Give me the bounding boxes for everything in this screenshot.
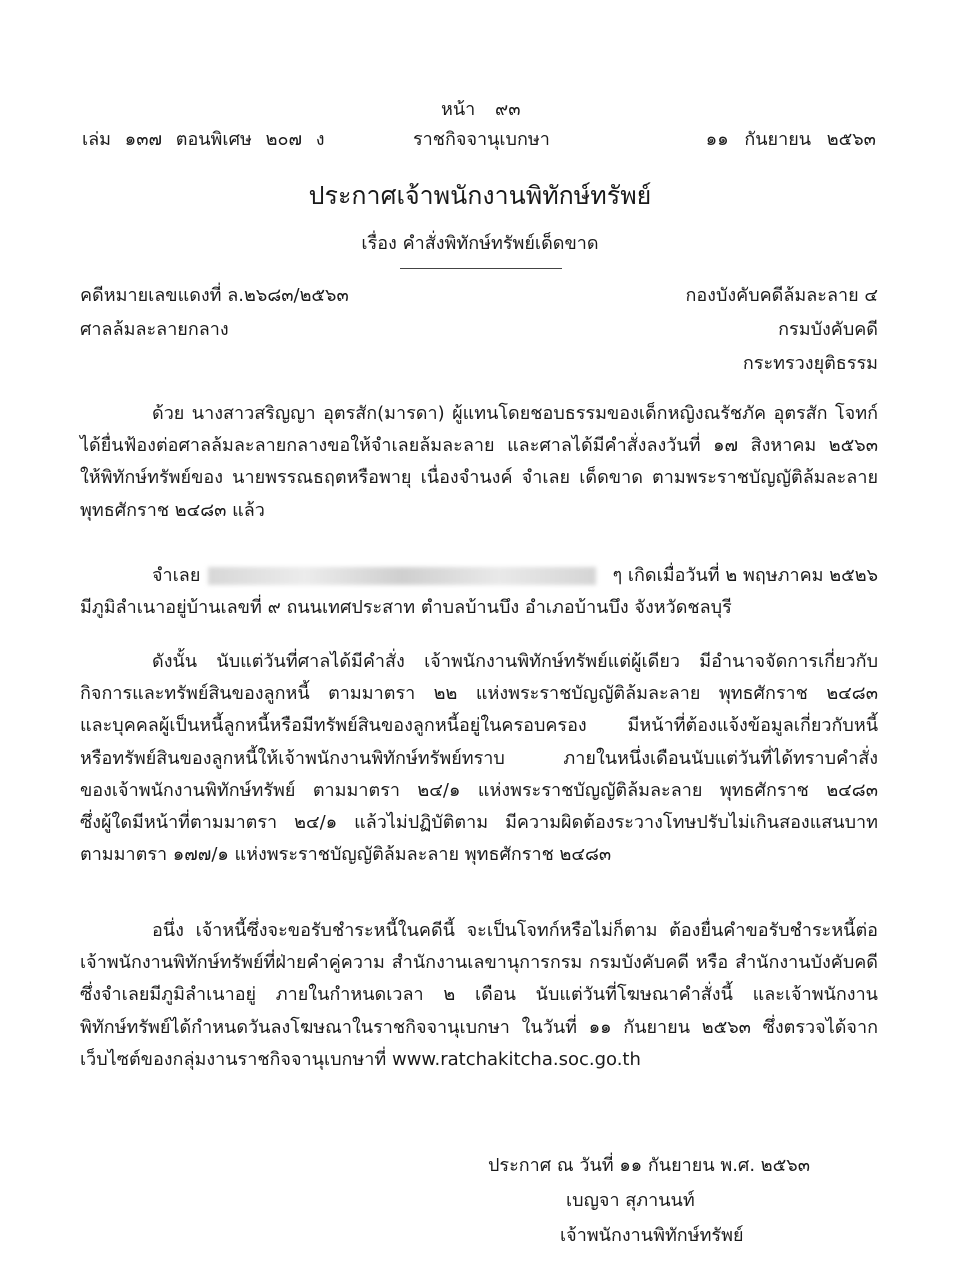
- paragraph-line: กิจการและทรัพย์สินของลูกหนี้ ตามมาตรา ๒๒ แห่งพระราชบัญญัติล้มละลาย พุทธศักราช ๒๔๘๓: [80, 683, 878, 705]
- page-number-value: ๙๓: [495, 99, 521, 120]
- paragraph-line: [80, 560, 878, 592]
- gazette-date: ๑๑ กันยายน ๒๕๖๓: [705, 129, 876, 150]
- title-divider: [400, 268, 562, 269]
- paragraph-line: พิทักษ์ทรัพย์ได้กำหนดวันลงโฆษณาในราชกิจจานุเบกษา ในวันที่ ๑๑ กันยายน ๒๕๖๓ ซึ่งตรวจได้จาก: [80, 1016, 878, 1038]
- defendant-birth: ๆ เกิดเมื่อวันที่ ๒ พฤษภาคม ๒๕๒๖: [612, 565, 878, 586]
- paragraph-defendant: [80, 560, 878, 624]
- document-subject: เรื่อง คำสั่งพิทักษ์ทรัพย์เด็ดขาด: [361, 233, 599, 254]
- document-title: ประกาศเจ้าพนักงานพิทักษ์ทรัพย์: [308, 181, 652, 210]
- paragraph-petition: [80, 398, 878, 527]
- paragraph-order: [80, 646, 878, 871]
- gazette-name: ราชกิจจานุเบกษา: [413, 129, 550, 150]
- paragraph-line: ด้วย นางสาวสริญญา อุตรสัก(มารดา) ผู้แทนโดยชอบธรรมของเด็กหญิงณรัชภัค อุตรสัก โจทก์: [152, 403, 878, 424]
- division-name: กองบังคับคดีล้มละลาย ๔: [685, 285, 878, 306]
- paragraph-line: ตามมาตรา ๑๗๗/๑ แห่งพระราชบัญญัติล้มละลาย พุทธศักราช ๒๔๘๓: [80, 844, 612, 866]
- paragraph-line: มีภูมิลำเนาอยู่บ้านเลขที่ ๙ ถนนเทศประสาท ตำบลบ้านบึง อำเภอบ้านบึง จังหวัดชลบุรี: [80, 597, 732, 619]
- page-number: [441, 94, 521, 123]
- paragraph-line: เจ้าพนักงานพิทักษ์ทรัพย์ที่ฝ่ายคำคู่ความ สำนักงานเลขานุการกรม กรมบังคับคดี หรือ สำนักงานบังคับคดี: [80, 952, 878, 974]
- announcement-date: ประกาศ ณ วันที่ ๑๑ กันยายน พ.ศ. ๒๕๖๓: [488, 1155, 811, 1176]
- paragraph-line: ดังนั้น นับแต่วันที่ศาลได้มีคำสั่ง เจ้าพนักงานพิทักษ์ทรัพย์แต่ผู้เดียว มีอำนาจจัดการเกี่ยวกับ: [152, 651, 878, 672]
- signatory-position: เจ้าพนักงานพิทักษ์ทรัพย์: [560, 1225, 744, 1246]
- court-name: ศาลล้มละลายกลาง: [80, 319, 229, 340]
- department-name: กรมบังคับคดี: [778, 319, 878, 340]
- defendant-label: จำเลย: [152, 565, 201, 586]
- paragraph-line: และบุคคลผู้เป็นหนี้ลูกหนี้หรือมีทรัพย์สินของลูกหนี้อยู่ในครอบครอง มีหน้าที่ต้องแจ้งข้อมูลเกี่ยวกับหนี้: [80, 715, 878, 737]
- paragraph-line: พุทธศักราช ๒๔๘๓ แล้ว: [80, 499, 265, 521]
- redacted-name: [208, 567, 596, 585]
- paragraph-creditors: [80, 915, 878, 1076]
- case-number: คดีหมายเลขแดงที่ ล.๒๖๘๓/๒๕๖๓: [80, 285, 349, 306]
- page-label: หน้า: [441, 99, 476, 120]
- paragraph-line: เว็บไซต์ของกลุ่มงานราชกิจจานุเบกษาที่ www.ratchakitcha.soc.go.th: [80, 1048, 641, 1070]
- paragraph-line: ได้ยื่นฟ้องต่อศาลล้มละลายกลางขอให้จำเลยล้มละลาย และศาลได้มีคำสั่งลงวันที่ ๑๗ สิงหาคม ๒๕๖๓: [80, 435, 878, 457]
- paragraph-line: ของเจ้าพนักงานพิทักษ์ทรัพย์ ตามมาตรา ๒๔/๑ แห่งพระราชบัญญัติล้มละลาย พุทธศักราช ๒๔๘๓: [80, 779, 878, 801]
- paragraph-line: ให้พิทักษ์ทรัพย์ของ นายพรรณธฤตหรือพายุ เนื่องจำนงค์ จำเลย เด็ดขาด ตามพระราชบัญญัติล้มละลาย: [80, 467, 878, 489]
- paragraph-line: ซึ่งจำเลยมีภูมิลำเนาอยู่ ภายในกำหนดเวลา ๒ เดือน นับแต่วันที่โฆษณาคำสั่งนี้ และเจ้าพนักงาน: [80, 984, 878, 1006]
- paragraph-line: หรือทรัพย์สินของลูกหนี้ให้เจ้าพนักงานพิทักษ์ทรัพย์ทราบ ภายในหนึ่งเดือนนับแต่วันที่ได้ทราบคำสั่ง: [80, 747, 878, 769]
- signatory-name: เบญจา สุภานนท์: [566, 1190, 695, 1211]
- paragraph-line: อนึ่ง เจ้าหนี้ซึ่งจะขอรับชำระหนี้ในคดีนี้ จะเป็นโจทก์หรือไม่ก็ตาม ต้องยื่นคำขอรับชำระหนี้ต่อ: [152, 920, 878, 941]
- gazette-volume: เล่ม ๑๓๗ ตอนพิเศษ ๒๐๗ ง: [82, 129, 325, 150]
- ministry-name: กระทรวงยุติธรรม: [742, 353, 878, 374]
- paragraph-line: ซึ่งผู้ใดมีหน้าที่ตามมาตรา ๒๔/๑ แล้วไม่ปฏิบัติตาม มีความผิดต้องระวางโทษปรับไม่เกินสองแสนบาท: [80, 812, 878, 834]
